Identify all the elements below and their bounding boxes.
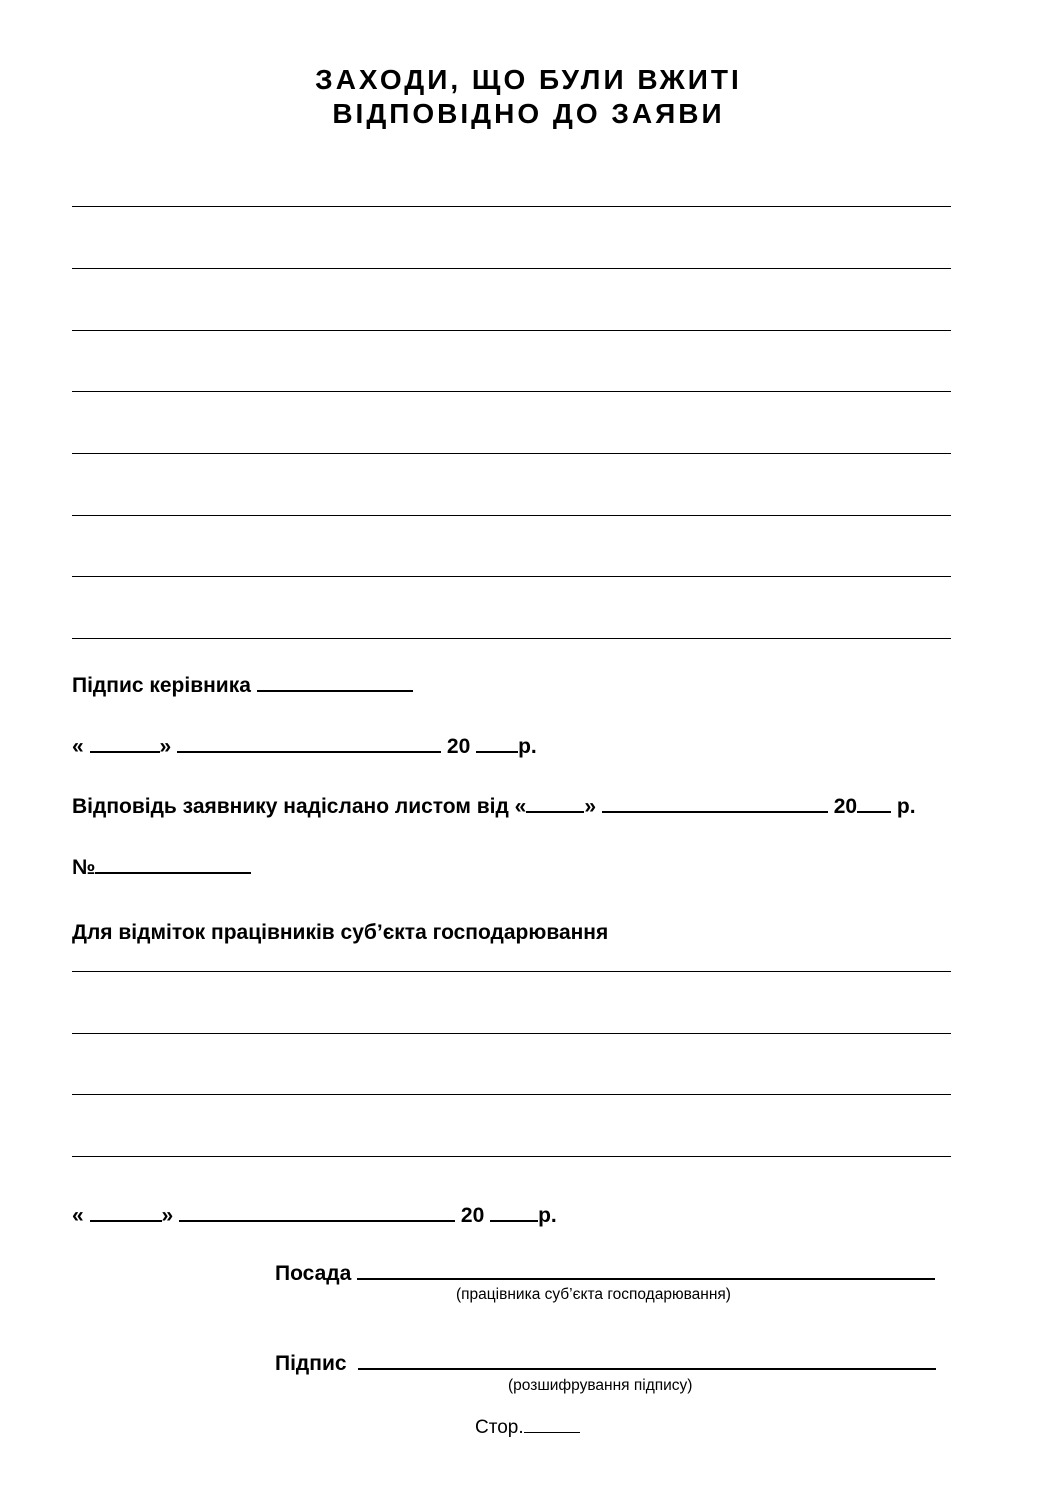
reply-close-quote: » <box>584 795 597 818</box>
head-signature-row <box>72 670 413 699</box>
signature-row <box>275 1350 936 1377</box>
head-signature-field[interactable] <box>257 670 413 692</box>
reply-text: Відповідь заявнику надіслано листом від <box>72 795 509 818</box>
form-title-line-2: ВІДПОВІДНО ДО ЗАЯВИ <box>332 98 725 129</box>
form-title-line-1: ЗАХОДИ, ЩО БУЛИ ВЖИТІ <box>315 64 742 95</box>
date-1-year-field[interactable] <box>476 731 518 753</box>
page-number-label: Стор. <box>475 1417 524 1438</box>
signature-field[interactable] <box>358 1350 936 1370</box>
date-2-day-field[interactable] <box>90 1200 162 1222</box>
date-1-year-suffix: р. <box>518 735 537 758</box>
notes-writing-line[interactable] <box>72 1094 951 1095</box>
date-2-month-field[interactable] <box>179 1200 455 1222</box>
date-2-year-field[interactable] <box>490 1200 538 1222</box>
position-row <box>275 1260 935 1287</box>
head-signature-label: Підпис керівника <box>72 674 251 697</box>
notes-writing-line[interactable] <box>72 1156 951 1157</box>
date-row-1 <box>72 731 537 760</box>
notes-writing-line[interactable] <box>72 1033 951 1034</box>
measures-writing-line[interactable] <box>72 515 951 516</box>
measures-writing-line[interactable] <box>72 268 951 269</box>
position-label: Посада <box>275 1262 352 1285</box>
reply-day-field[interactable] <box>526 791 584 813</box>
measures-writing-line[interactable] <box>72 391 951 392</box>
reply-year-prefix: 20 <box>833 795 858 818</box>
reply-year-field[interactable] <box>857 791 891 813</box>
measures-writing-line[interactable] <box>72 206 951 207</box>
signature-caption: (розшифрування підпису) <box>508 1377 693 1394</box>
date-2-close-quote: » <box>161 1204 174 1227</box>
date-2-year-prefix: 20 <box>460 1204 485 1227</box>
number-row <box>72 852 251 881</box>
number-label: № <box>72 856 96 879</box>
date-2-year-suffix: р. <box>538 1204 557 1227</box>
measures-writing-line[interactable] <box>72 330 951 331</box>
measures-writing-line[interactable] <box>72 576 951 577</box>
measures-writing-line[interactable] <box>72 638 951 639</box>
page-number-field[interactable] <box>524 1416 580 1433</box>
number-field[interactable] <box>95 852 251 874</box>
measures-writing-line[interactable] <box>72 453 951 454</box>
date-1-month-field[interactable] <box>177 731 441 753</box>
position-field[interactable] <box>357 1260 935 1280</box>
date-row-2 <box>72 1200 557 1229</box>
reply-year-suffix: р. <box>896 795 916 818</box>
date-1-day-field[interactable] <box>90 731 160 753</box>
reply-open-quote: « <box>514 795 527 818</box>
page-number-row <box>475 1416 580 1439</box>
signature-label: Підпис <box>275 1352 347 1375</box>
notes-heading: Для відміток працівників суб’єкта господарювання <box>72 921 609 944</box>
reply-row <box>72 791 916 820</box>
notes-writing-line[interactable] <box>72 971 951 972</box>
date-2-open-quote: « <box>72 1204 84 1227</box>
reply-month-field[interactable] <box>602 791 828 813</box>
date-1-close-quote: » <box>159 735 172 758</box>
date-1-year-prefix: 20 <box>446 735 471 758</box>
date-1-open-quote: « <box>72 735 84 758</box>
position-caption: (працівника суб’єкта господарювання) <box>456 1286 731 1303</box>
